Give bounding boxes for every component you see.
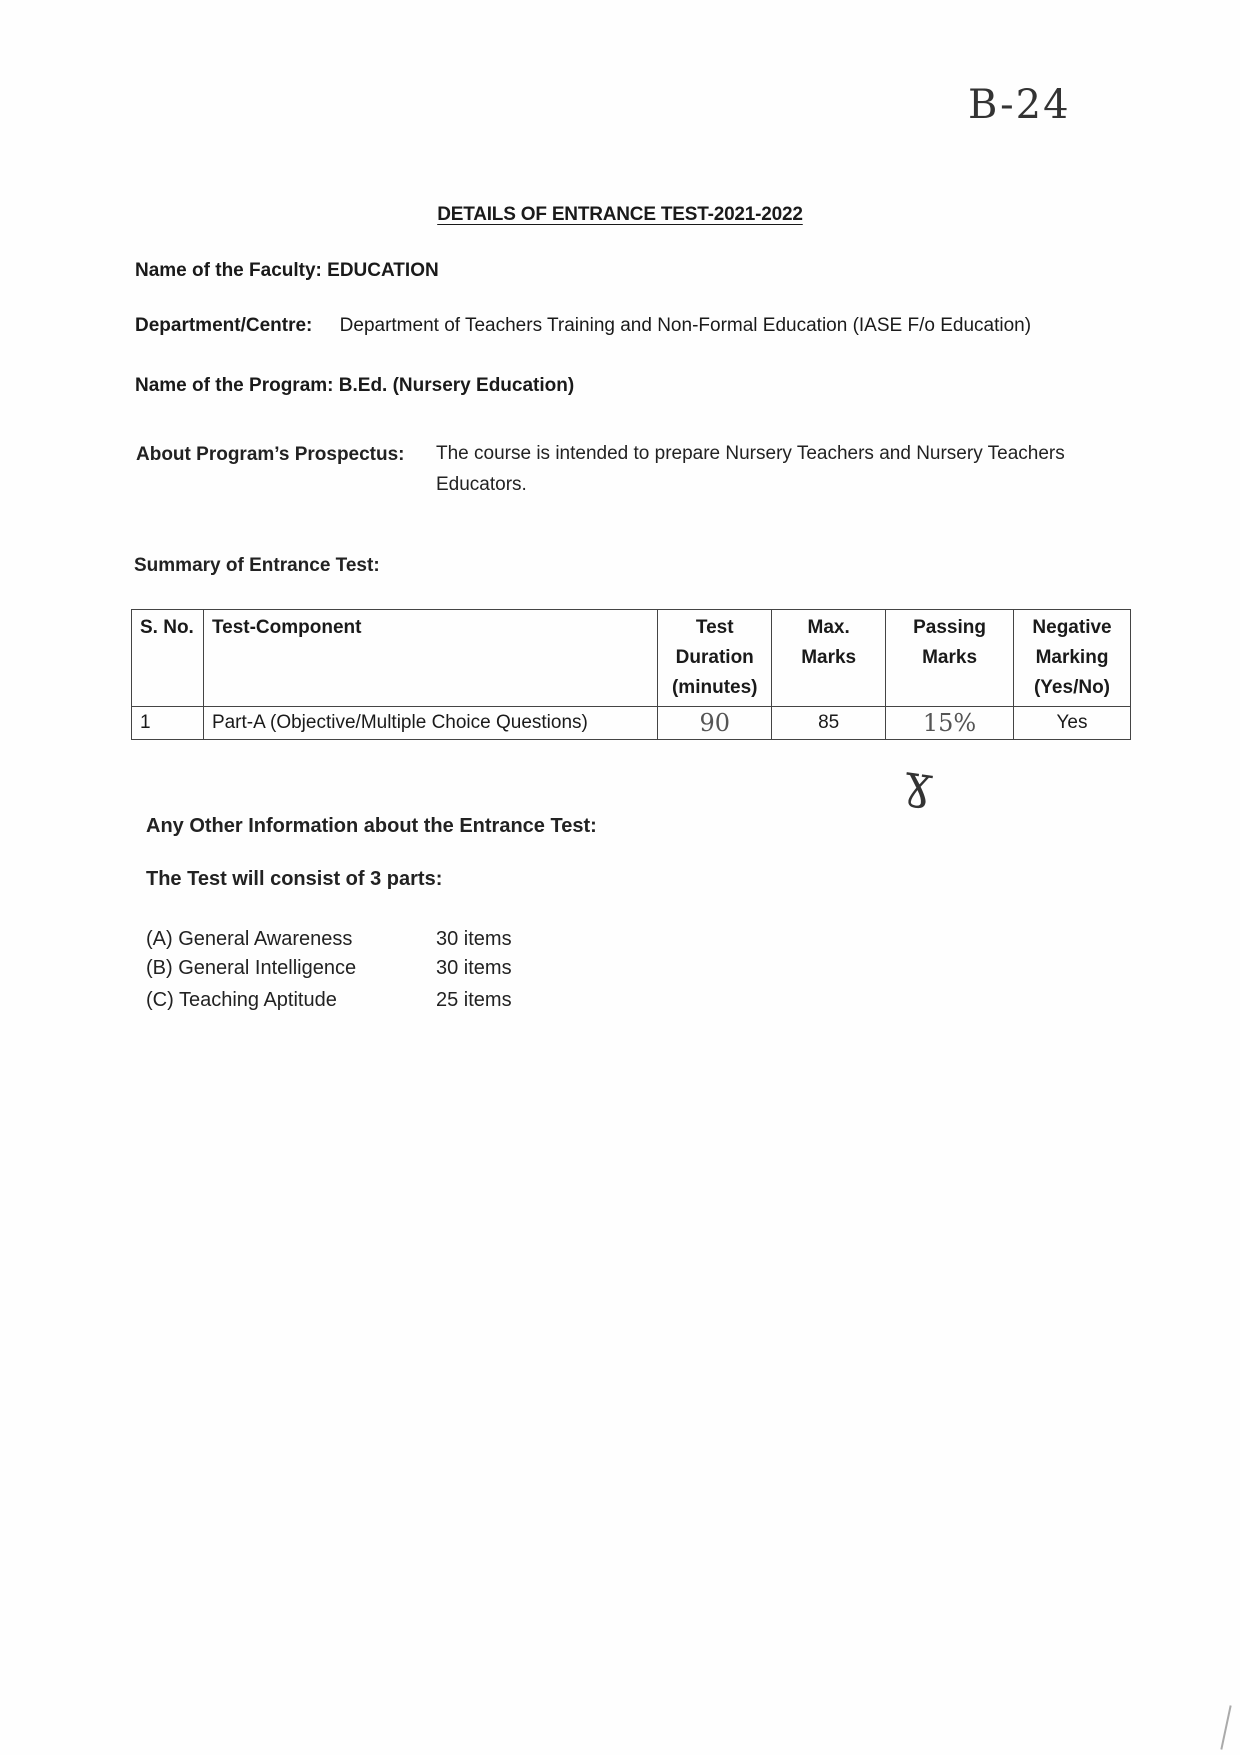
handwritten-reference-code: B-24 [968, 82, 1071, 128]
test-parts-heading: The Test will consist of 3 parts: [146, 868, 443, 890]
faculty-field [135, 260, 439, 282]
cell-passing-marks: 15% [886, 707, 1014, 740]
header-component: Test-Component [203, 610, 657, 707]
program-value: B.Ed. (Nursery Education) [338, 375, 575, 396]
part-name: (A) General Awareness [146, 928, 353, 950]
header-sno: S. No. [132, 610, 204, 707]
cell-max-marks: 85 [772, 707, 886, 740]
part-name: (B) General Intelligence [146, 957, 357, 979]
table-header-row [132, 610, 1131, 707]
department-field [135, 315, 1031, 337]
entrance-test-table [131, 609, 1131, 740]
program-field [135, 375, 574, 397]
faculty-value: EDUCATION [327, 260, 439, 281]
program-label: Name of the Program: [135, 375, 334, 396]
cell-component: Part-A (Objective/Multiple Choice Questions) [203, 707, 657, 740]
prospectus-field [136, 438, 1116, 500]
prospectus-value: The course is intended to prepare Nursery Teachers and Nursery Teachers Educators. [436, 443, 1065, 495]
document-title: DETAILS OF ENTRANCE TEST-2021-2022 [437, 204, 803, 225]
cell-sno: 1 [132, 707, 204, 740]
handwritten-initial-mark: ɣ [901, 753, 939, 811]
part-items: 25 items [436, 989, 512, 1011]
scan-edge-mark [1220, 1705, 1231, 1749]
cell-negative-marking: Yes [1014, 707, 1131, 740]
department-label: Department/Centre: [135, 315, 313, 336]
header-max-marks: Max. Marks [772, 610, 886, 707]
department-value: Department of Teachers Training and Non-Formal Education (IASE F/o Education) [339, 315, 1032, 336]
test-parts-list [146, 928, 512, 1018]
header-passing-marks: Passing Marks [886, 610, 1014, 707]
header-negative-marking: Negative Marking (Yes/No) [1014, 610, 1131, 707]
header-duration: Test Duration (minutes) [658, 610, 772, 707]
summary-heading: Summary of Entrance Test: [134, 555, 380, 576]
cell-duration: 90 [658, 707, 772, 740]
faculty-label: Name of the Faculty: [135, 260, 322, 281]
list-item [146, 957, 512, 986]
prospectus-label: About Program’s Prospectus: [136, 444, 405, 465]
list-item [146, 928, 512, 957]
other-info-heading: Any Other Information about the Entrance Test: [146, 815, 597, 837]
part-items: 30 items [436, 928, 512, 950]
list-item [146, 989, 512, 1018]
part-name: (C) Teaching Aptitude [146, 989, 337, 1011]
part-items: 30 items [436, 957, 512, 979]
table-row [132, 707, 1131, 740]
